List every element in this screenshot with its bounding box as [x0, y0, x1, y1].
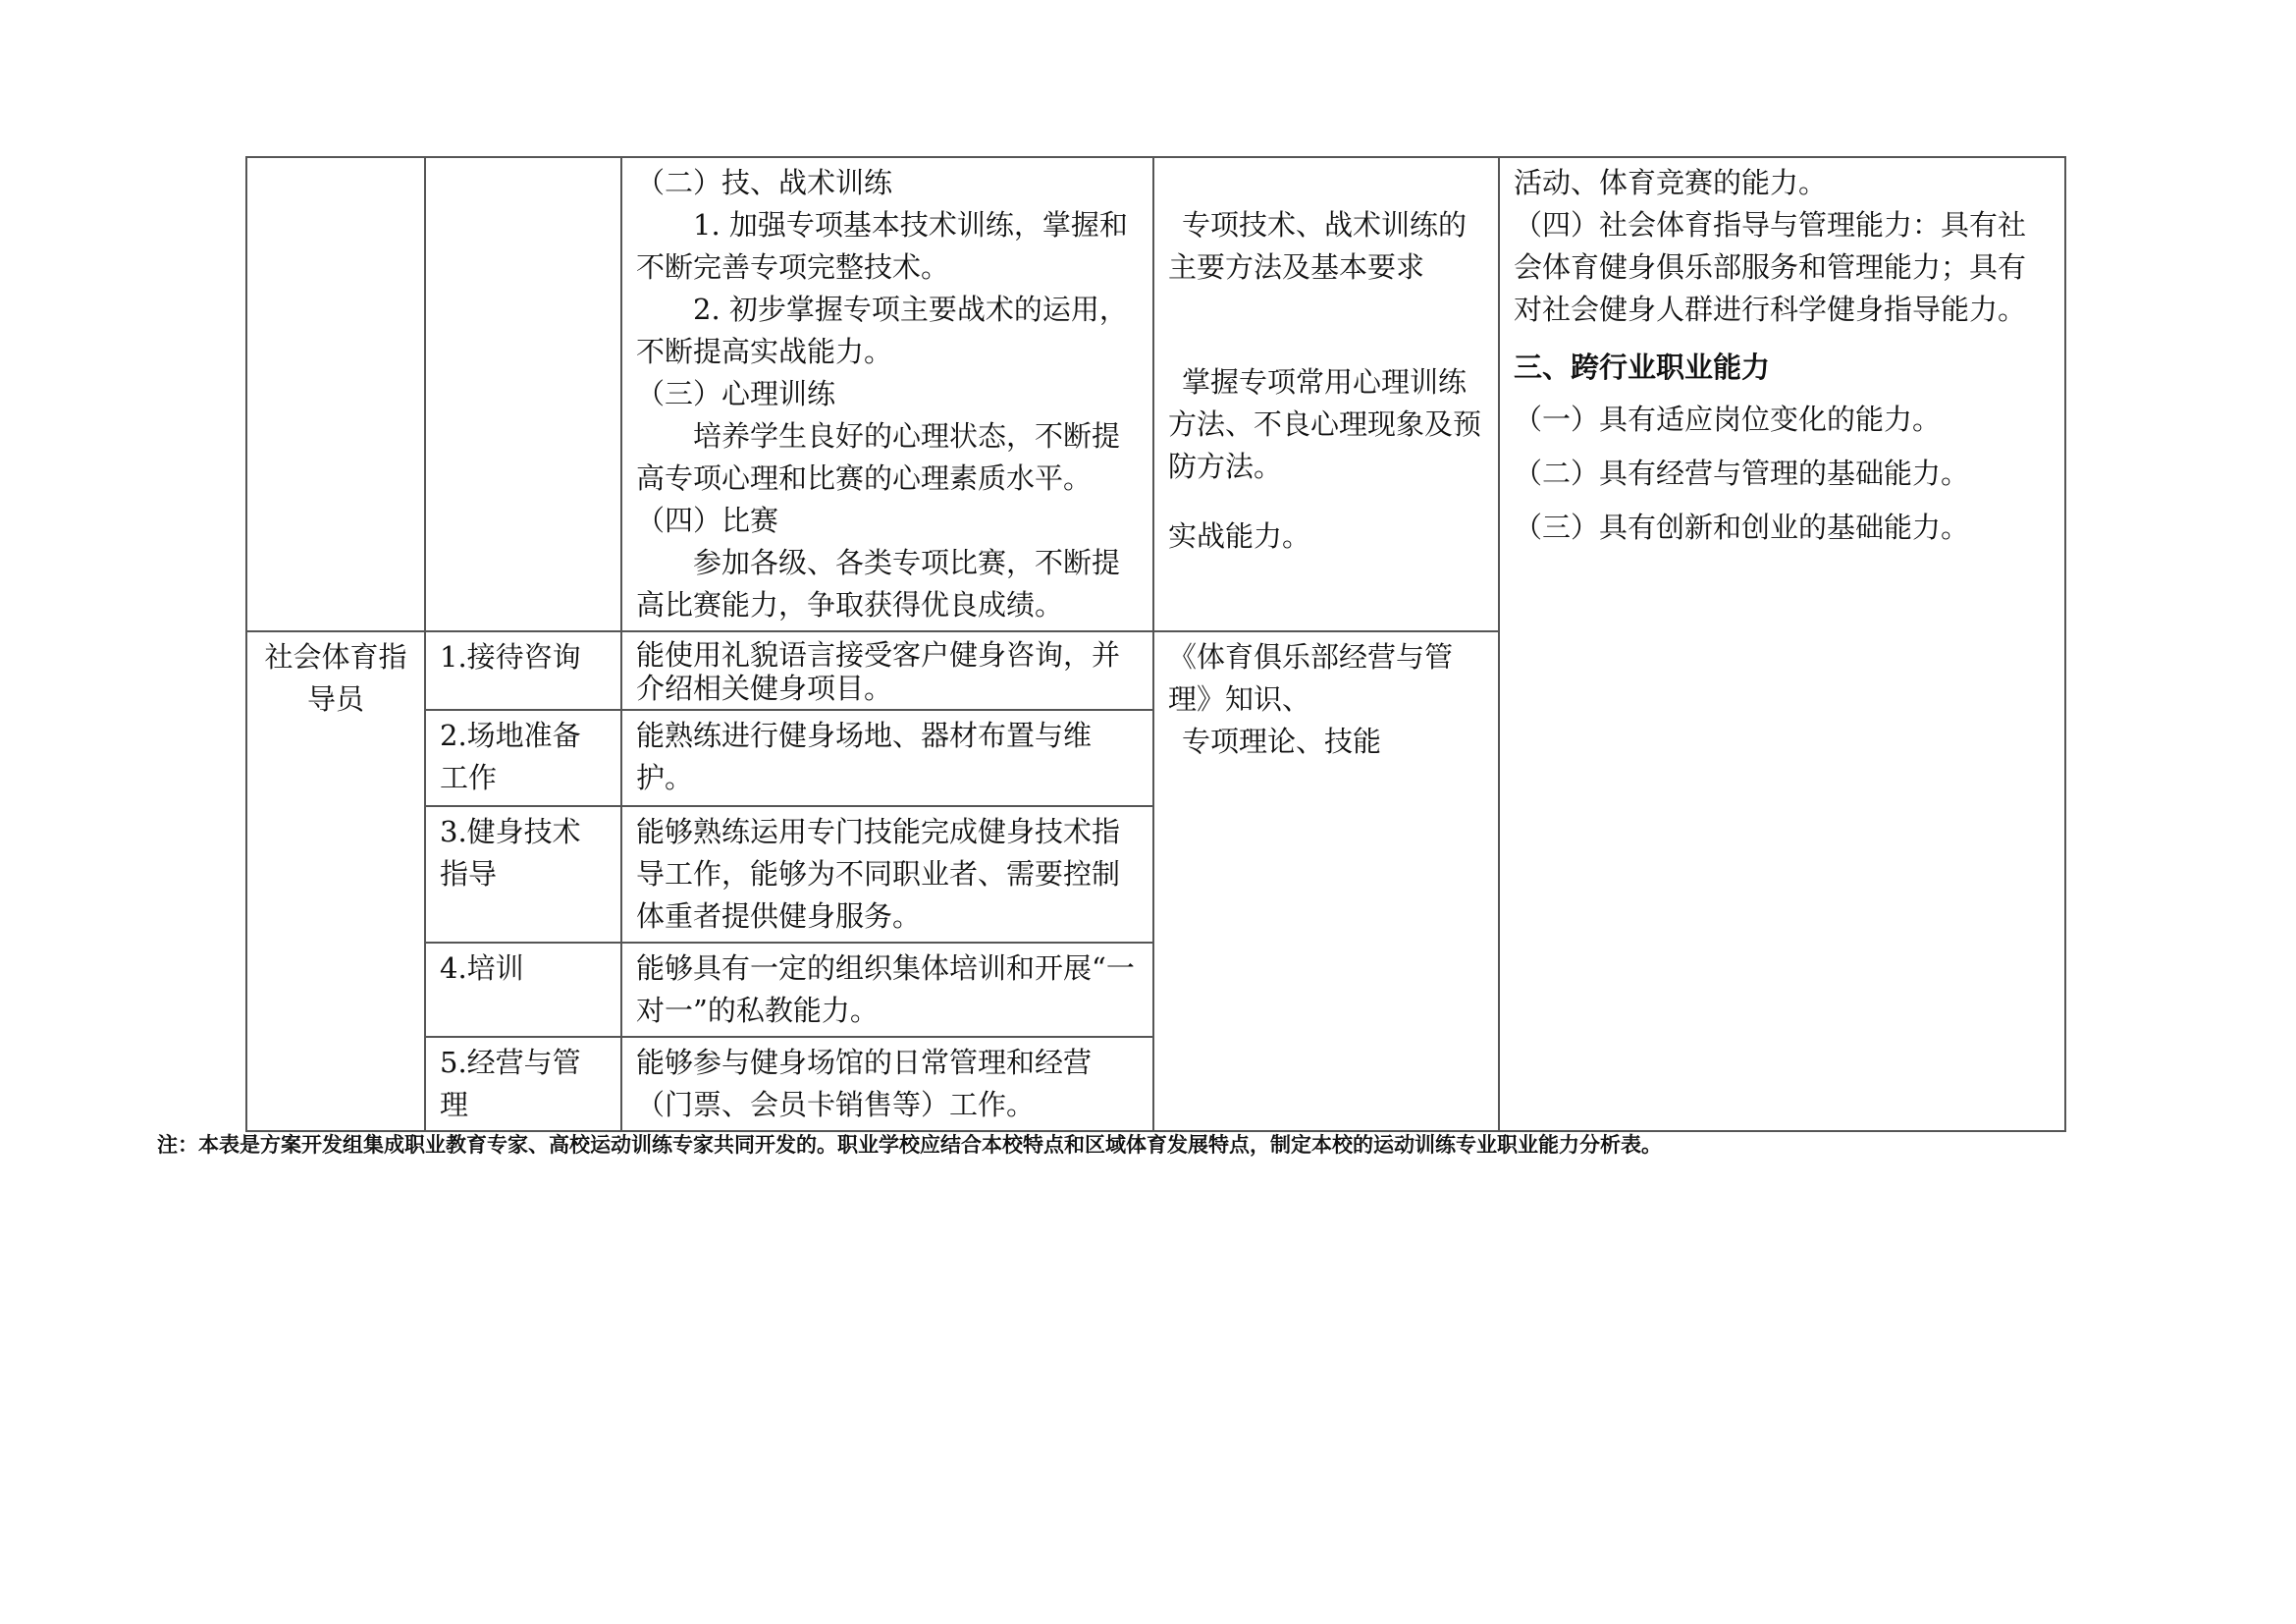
instructor-knowledge-line-2: 专项理论、技能 [1182, 725, 1382, 758]
task-cell-empty [425, 157, 621, 631]
task-requirement-cell [621, 943, 1153, 1037]
cross-industry-heading: 三、跨行业职业能力 [1514, 351, 1771, 384]
task-name-cell [425, 631, 621, 710]
task-name: 1.接待咨询 [440, 640, 581, 674]
task-requirement-cell [621, 710, 1153, 806]
task-requirement-cell [621, 806, 1153, 943]
table-footnote: 注：本表是方案开发组集成职业教育专家、高校运动训练专家共同开发的。职业学校应结合本校特点和区域体育发展特点，制定本校的运动训练专业职业能力分析表。 [157, 1133, 1662, 1157]
task-name: 3.健身技术指导 [440, 815, 581, 891]
task-name: 5.经营与管理 [440, 1046, 581, 1121]
position-cell-empty [246, 157, 425, 631]
task-requirement-cell [621, 631, 1153, 710]
task-requirement: 能够熟练运用专门技能完成健身技术指导工作，能够为不同职业者、需要控制体重者提供健身服务。 [636, 815, 1121, 933]
ability-cell [1499, 157, 2065, 1131]
instructor-knowledge-cell [1153, 631, 1499, 1131]
instructor-knowledge-line-1: 《体育俱乐部经营与管理》知识、 [1168, 640, 1454, 716]
task-name: 2.场地准备工作 [440, 719, 581, 794]
training-content-cell [621, 157, 1153, 631]
position-name: 社会体育指导员 [264, 640, 407, 716]
task-name-cell [425, 710, 621, 806]
position-cell [246, 631, 425, 1131]
task-requirement-cell [621, 1037, 1153, 1131]
match-text: 参加各级、各类专项比赛，不断提高比赛能力，争取获得优良成绩。 [636, 546, 1121, 622]
task-requirement: 能熟练进行健身场地、器材布置与维护。 [636, 719, 1093, 794]
task-name-cell [425, 943, 621, 1037]
psych-heading: （三）心理训练 [636, 377, 836, 410]
task-requirement: 能够参与健身场馆的日常管理和经营（门票、会员卡销售等）工作。 [636, 1046, 1093, 1121]
cross-industry-item-2: （二）具有经营与管理的基础能力。 [1514, 457, 1970, 490]
table-row [246, 157, 2065, 631]
task-name: 4.培训 [440, 951, 524, 985]
task-requirement: 能够具有一定的组织集体培训和开展“一对一”的私教能力。 [636, 951, 1135, 1027]
occupational-ability-table [245, 156, 2066, 1132]
ability-continued-text: 活动、体育竞赛的能力。 [1514, 166, 1828, 199]
task-requirement: 能使用礼貌语言接受客户健身咨询，并介绍相关健身项目。 [636, 638, 1121, 705]
tech-tactics-heading: （二）技、战术训练 [636, 166, 893, 199]
knowledge-cell [1153, 157, 1499, 631]
match-knowledge: 实战能力。 [1168, 519, 1311, 553]
psych-text: 培养学生良好的心理状态，不断提高专项心理和比赛的心理素质水平。 [636, 419, 1121, 495]
psych-knowledge: 掌握专项常用心理训练方法、不良心理现象及预防方法。 [1168, 365, 1482, 483]
cross-industry-item-1: （一）具有适应岗位变化的能力。 [1514, 403, 1942, 436]
tech-item-1: 1. 加强专项基本技术训练，掌握和不断完善专项完整技术。 [636, 208, 1128, 284]
tech-knowledge: 专项技术、战术训练的主要方法及基本要求 [1168, 208, 1468, 284]
tech-item-2: 2. 初步掌握专项主要战术的运用，不断提高实战能力。 [636, 293, 1128, 368]
cross-industry-item-3: （三）具有创新和创业的基础能力。 [1514, 511, 1970, 544]
match-heading: （四）比赛 [636, 504, 779, 537]
social-guidance-ability: （四）社会体育指导与管理能力：具有社会体育健身俱乐部服务和管理能力；具有对社会健身人群进行科学健身指导能力。 [1514, 208, 2027, 326]
task-name-cell [425, 1037, 621, 1131]
task-name-cell [425, 806, 621, 943]
